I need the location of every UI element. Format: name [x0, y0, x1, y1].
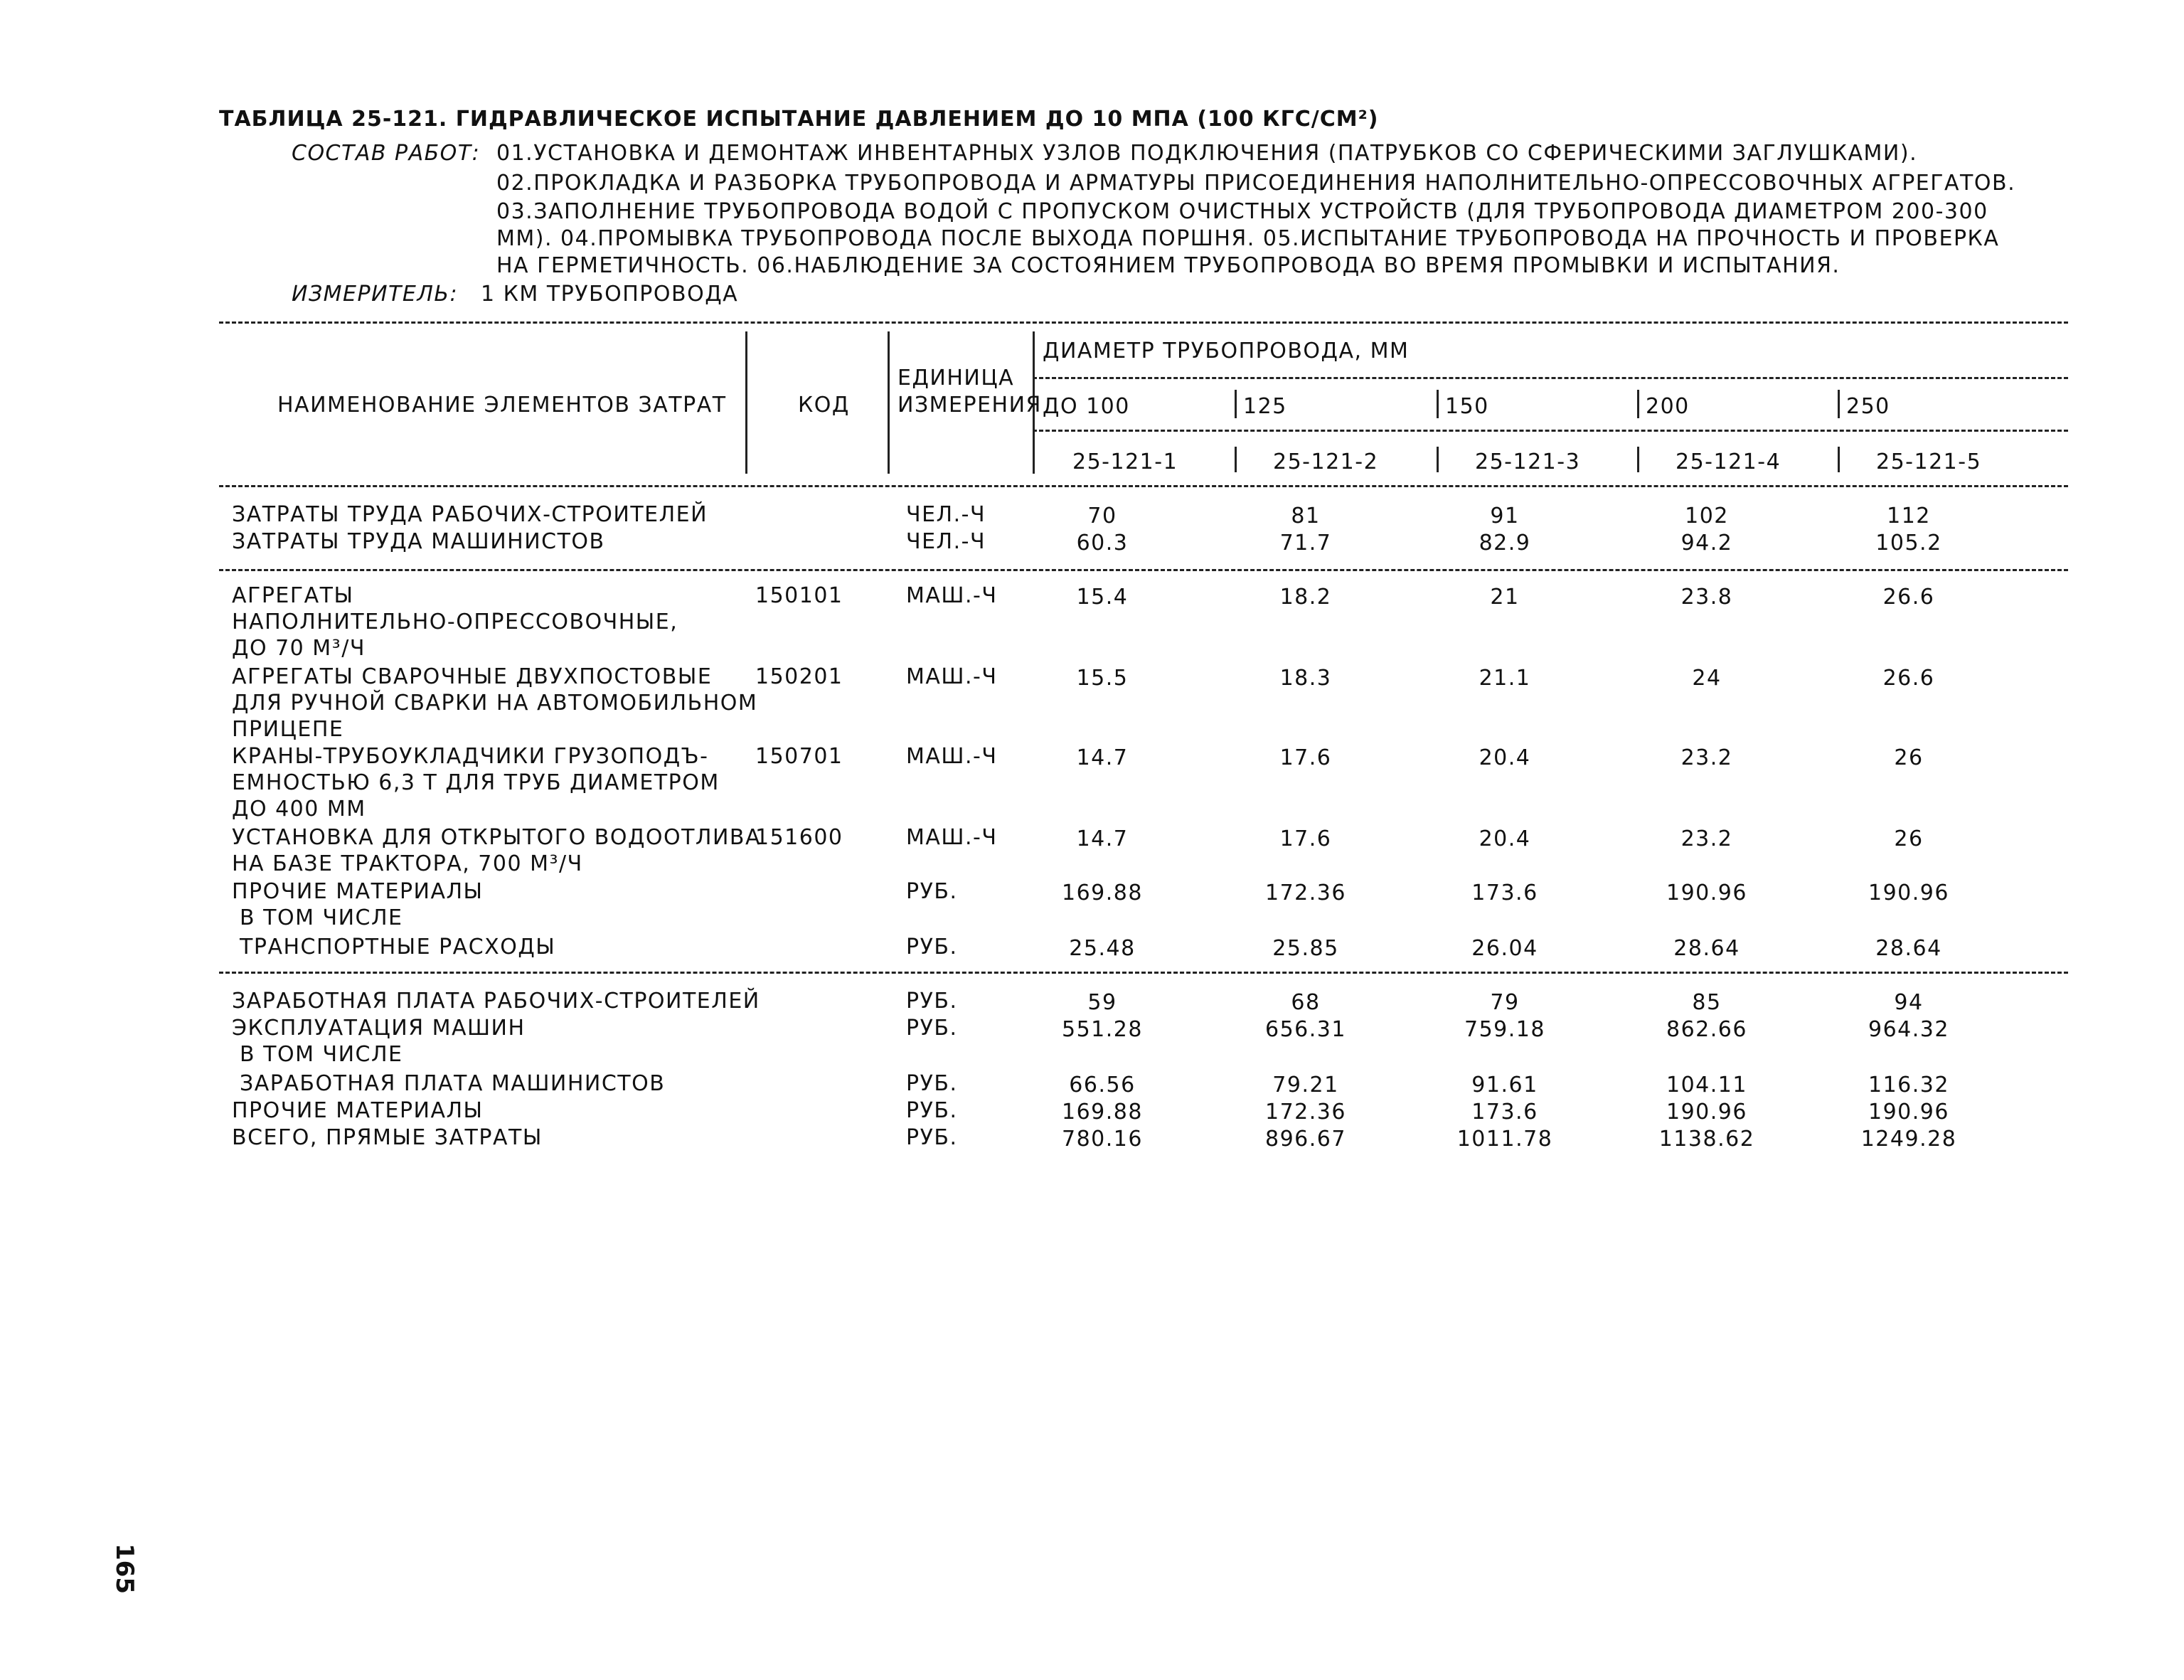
- row-value: 25.48: [1069, 936, 1136, 961]
- header-price-code: 25-121-5: [1876, 450, 1982, 474]
- row-name: УСТАНОВКА ДЛЯ ОТКРЫТОГО ВОДООТЛИВА: [232, 825, 762, 850]
- row-name: КРАНЫ-ТРУБОУКЛАДЧИКИ ГРУЗОПОДЪ-: [232, 744, 709, 769]
- row-value: 190.96: [1868, 881, 1949, 905]
- row-value: 551.28: [1062, 1017, 1143, 1042]
- row-value: 25.85: [1272, 936, 1339, 961]
- row-name: ЗАРАБОТНАЯ ПЛАТА МАШИНИСТОВ: [232, 1071, 666, 1096]
- header-diameter: ДИАМЕТР ТРУБОПРОВОДА, ММ: [1043, 339, 1410, 363]
- row-value: 79.21: [1272, 1073, 1339, 1097]
- header-diameter-value: ДО 100: [1043, 394, 1130, 419]
- row-value: 60.3: [1076, 531, 1129, 555]
- header-unit-2: ИЗМЕРЕНИЯ: [897, 393, 1042, 418]
- header-diameter-value: 250: [1846, 394, 1890, 419]
- header-unit-1: ЕДИНИЦА: [897, 366, 1015, 390]
- header-divider: [1437, 390, 1439, 418]
- row-value: 116.32: [1868, 1073, 1949, 1097]
- row-value: 20.4: [1479, 745, 1531, 770]
- row-value: 23.8: [1680, 585, 1733, 610]
- row-value: 20.4: [1479, 826, 1531, 851]
- header-rule-2: [1033, 430, 2068, 432]
- row-value: 91.61: [1471, 1073, 1538, 1097]
- row-value: 81: [1291, 504, 1321, 528]
- row-value: 656.31: [1265, 1017, 1346, 1042]
- row-value: 21: [1490, 585, 1520, 610]
- row-value: 169.88: [1062, 1100, 1143, 1125]
- row-unit: МАШ.-Ч: [906, 664, 998, 689]
- row-unit: РУБ.: [906, 1125, 958, 1150]
- row-value: 59: [1087, 990, 1117, 1015]
- row-name: НАПОЛНИТЕЛЬНО-ОПРЕССОВОЧНЫЕ,: [232, 610, 678, 634]
- row-value: 105.2: [1875, 531, 1942, 555]
- table-title: ТАБЛИЦА 25-121. ГИДРАВЛИЧЕСКОЕ ИСПЫТАНИЕ ДАВЛЕНИЕМ ДО 10 МПА (100 КГС/СМ²): [219, 107, 1379, 132]
- row-value: 71.7: [1279, 531, 1332, 555]
- work-label: СОСТАВ РАБОТ:: [292, 141, 481, 166]
- work-line-1: 01.УСТАНОВКА И ДЕМОНТАЖ ИНВЕНТАРНЫХ УЗЛОВ ПОДКЛЮЧЕНИЯ (ПАТРУБКОВ СО СФЕРИЧЕСКИМИ ЗАГЛУШКАМИ).: [496, 141, 1918, 166]
- row-code: 150701: [755, 744, 843, 769]
- row-unit: МАШ.-Ч: [906, 583, 998, 608]
- row-unit: РУБ.: [906, 989, 958, 1014]
- section-rule: [219, 569, 2068, 571]
- row-name: ДЛЯ РУЧНОЙ СВАРКИ НА АВТОМОБИЛЬНОМ: [232, 691, 758, 716]
- row-value: 190.96: [1868, 1100, 1949, 1125]
- row-name: В ТОМ ЧИСЛЕ: [232, 1042, 403, 1067]
- row-value: 21.1: [1479, 666, 1531, 691]
- row-name: ЗАТРАТЫ ТРУДА МАШИНИСТОВ: [232, 529, 605, 554]
- header-diameter-value: 150: [1445, 394, 1489, 419]
- row-value: 896.67: [1265, 1127, 1346, 1152]
- header-divider: [1637, 390, 1639, 418]
- work-line-4: ММ). 04.ПРОМЫВКА ТРУБОПРОВОДА ПОСЛЕ ВЫХОДА ПОРШНЯ. 05.ИСПЫТАНИЕ ТРУБОПРОВОДА НА ПРОЧНОСТЬ И ПРОВЕРКА: [496, 226, 2000, 251]
- row-unit: МАШ.-Ч: [906, 825, 998, 850]
- row-name: ЗАТРАТЫ ТРУДА РАБОЧИХ-СТРОИТЕЛЕЙ: [232, 502, 708, 527]
- row-name: ТРАНСПОРТНЫЕ РАСХОДЫ: [232, 935, 556, 959]
- row-value: 862.66: [1666, 1017, 1747, 1042]
- row-unit: МАШ.-Ч: [906, 744, 998, 769]
- header-rule-1: [1033, 377, 2068, 379]
- row-value: 70: [1087, 504, 1117, 528]
- row-value: 26: [1894, 745, 1924, 770]
- row-name: АГРЕГАТЫ СВАРОЧНЫЕ ДВУХПОСТОВЫЕ: [232, 664, 713, 689]
- row-value: 104.11: [1666, 1073, 1747, 1097]
- row-unit: ЧЕЛ.-Ч: [906, 529, 986, 554]
- row-value: 28.64: [1673, 936, 1740, 961]
- row-value: 85: [1692, 990, 1722, 1015]
- row-value: 26.04: [1471, 936, 1538, 961]
- row-name: ПРИЦЕПЕ: [232, 717, 344, 742]
- row-value: 169.88: [1062, 881, 1143, 905]
- row-value: 28.64: [1875, 936, 1942, 961]
- row-value: 23.2: [1680, 745, 1733, 770]
- row-value: 172.36: [1265, 881, 1346, 905]
- section-rule: [219, 972, 2068, 974]
- work-line-5: НА ГЕРМЕТИЧНОСТЬ. 06.НАБЛЮДЕНИЕ ЗА СОСТОЯНИЕМ ТРУБОПРОВОДА ВО ВРЕМЯ ПРОМЫВКИ И ИСПЫТАНИЯ.: [496, 253, 1841, 278]
- row-value: 1138.62: [1658, 1127, 1755, 1152]
- row-code: 150201: [755, 664, 843, 689]
- header-code: КОД: [798, 393, 850, 418]
- row-value: 14.7: [1076, 826, 1129, 851]
- row-value: 24: [1692, 666, 1722, 691]
- row-name: ЗАРАБОТНАЯ ПЛАТА РАБОЧИХ-СТРОИТЕЛЕЙ: [232, 989, 760, 1014]
- row-name: ДО 70 М³/Ч: [232, 636, 366, 661]
- row-value: 26: [1894, 826, 1924, 851]
- row-value: 173.6: [1471, 881, 1538, 905]
- row-value: 91: [1490, 504, 1520, 528]
- row-value: 173.6: [1471, 1100, 1538, 1125]
- header-price-code: 25-121-4: [1676, 450, 1781, 474]
- meter-label: ИЗМЕРИТЕЛЬ:: [292, 282, 459, 307]
- header-bottom-rule: [219, 485, 2068, 487]
- row-name: ДО 400 ММ: [232, 797, 366, 822]
- row-unit: РУБ.: [906, 935, 958, 959]
- header-divider: [1838, 447, 1840, 472]
- row-unit: РУБ.: [906, 1016, 958, 1041]
- header-price-code: 25-121-2: [1273, 450, 1379, 474]
- header-divider: [1437, 447, 1439, 472]
- row-value: 112: [1887, 504, 1931, 528]
- header-divider: [745, 331, 747, 474]
- header-diameter-value: 200: [1646, 394, 1690, 419]
- row-value: 18.3: [1279, 666, 1332, 691]
- row-name: ЕМНОСТЬЮ 6,3 Т ДЛЯ ТРУБ ДИАМЕТРОМ: [232, 770, 720, 795]
- row-value: 23.2: [1680, 826, 1733, 851]
- row-value: 26.6: [1882, 666, 1935, 691]
- row-name: АГРЕГАТЫ: [232, 583, 354, 608]
- header-price-code: 25-121-1: [1072, 450, 1178, 474]
- row-value: 15.5: [1076, 666, 1129, 691]
- row-name: ПРОЧИЕ МАТЕРИАЛЫ: [232, 879, 484, 904]
- row-code: 150101: [755, 583, 843, 608]
- row-value: 14.7: [1076, 745, 1129, 770]
- row-unit: РУБ.: [906, 1098, 958, 1123]
- row-value: 66.56: [1069, 1073, 1136, 1097]
- row-value: 79: [1490, 990, 1520, 1015]
- header-divider: [888, 331, 890, 474]
- row-name: В ТОМ ЧИСЛЕ: [232, 905, 403, 930]
- row-value: 1011.78: [1456, 1127, 1553, 1152]
- header-name: НАИМЕНОВАНИЕ ЭЛЕМЕНТОВ ЗАТРАТ: [277, 393, 727, 418]
- row-value: 68: [1291, 990, 1321, 1015]
- row-value: 82.9: [1479, 531, 1531, 555]
- row-unit: РУБ.: [906, 1071, 958, 1096]
- row-value: 172.36: [1265, 1100, 1346, 1125]
- header-divider: [1235, 447, 1237, 472]
- row-value: 18.2: [1279, 585, 1332, 610]
- row-value: 759.18: [1464, 1017, 1545, 1042]
- row-value: 190.96: [1666, 881, 1747, 905]
- row-value: 964.32: [1868, 1017, 1949, 1042]
- row-value: 1249.28: [1860, 1127, 1957, 1152]
- row-value: 17.6: [1279, 745, 1332, 770]
- table-top-rule: [219, 321, 2068, 324]
- row-value: 17.6: [1279, 826, 1332, 851]
- row-unit: РУБ.: [906, 879, 958, 904]
- header-divider: [1235, 390, 1237, 418]
- row-value: 94.2: [1680, 531, 1733, 555]
- page-number: 165: [110, 1543, 139, 1594]
- row-value: 190.96: [1666, 1100, 1747, 1125]
- header-price-code: 25-121-3: [1475, 450, 1581, 474]
- header-diameter-value: 125: [1243, 394, 1287, 419]
- header-divider: [1637, 447, 1639, 472]
- row-name: ПРОЧИЕ МАТЕРИАЛЫ: [232, 1098, 484, 1123]
- row-value: 26.6: [1882, 585, 1935, 610]
- work-line-3: 03.ЗАПОЛНЕНИЕ ТРУБОПРОВОДА ВОДОЙ С ПРОПУСКОМ ОЧИСТНЫХ УСТРОЙСТВ (ДЛЯ ТРУБОПРОВОДА ДИАМЕТРОМ 200-300: [496, 199, 1988, 224]
- row-value: 94: [1894, 990, 1924, 1015]
- meter-value: 1 КМ ТРУБОПРОВОДА: [481, 282, 739, 307]
- row-unit: ЧЕЛ.-Ч: [906, 502, 986, 527]
- row-name: ЭКСПЛУАТАЦИЯ МАШИН: [232, 1016, 526, 1041]
- row-value: 102: [1685, 504, 1729, 528]
- work-line-2: 02.ПРОКЛАДКА И РАЗБОРКА ТРУБОПРОВОДА И АРМАТУРЫ ПРИСОЕДИНЕНИЯ НАПОЛНИТЕЛЬНО-ОПРЕССОВОЧНЫХ АГРЕГАТОВ.: [496, 171, 2016, 196]
- row-value: 15.4: [1076, 585, 1129, 610]
- row-code: 151600: [755, 825, 843, 850]
- header-divider: [1838, 390, 1840, 418]
- row-name: НА БАЗЕ ТРАКТОРА, 700 М³/Ч: [232, 851, 583, 876]
- row-value: 780.16: [1062, 1127, 1143, 1152]
- row-name: ВСЕГО, ПРЯМЫЕ ЗАТРАТЫ: [232, 1125, 543, 1150]
